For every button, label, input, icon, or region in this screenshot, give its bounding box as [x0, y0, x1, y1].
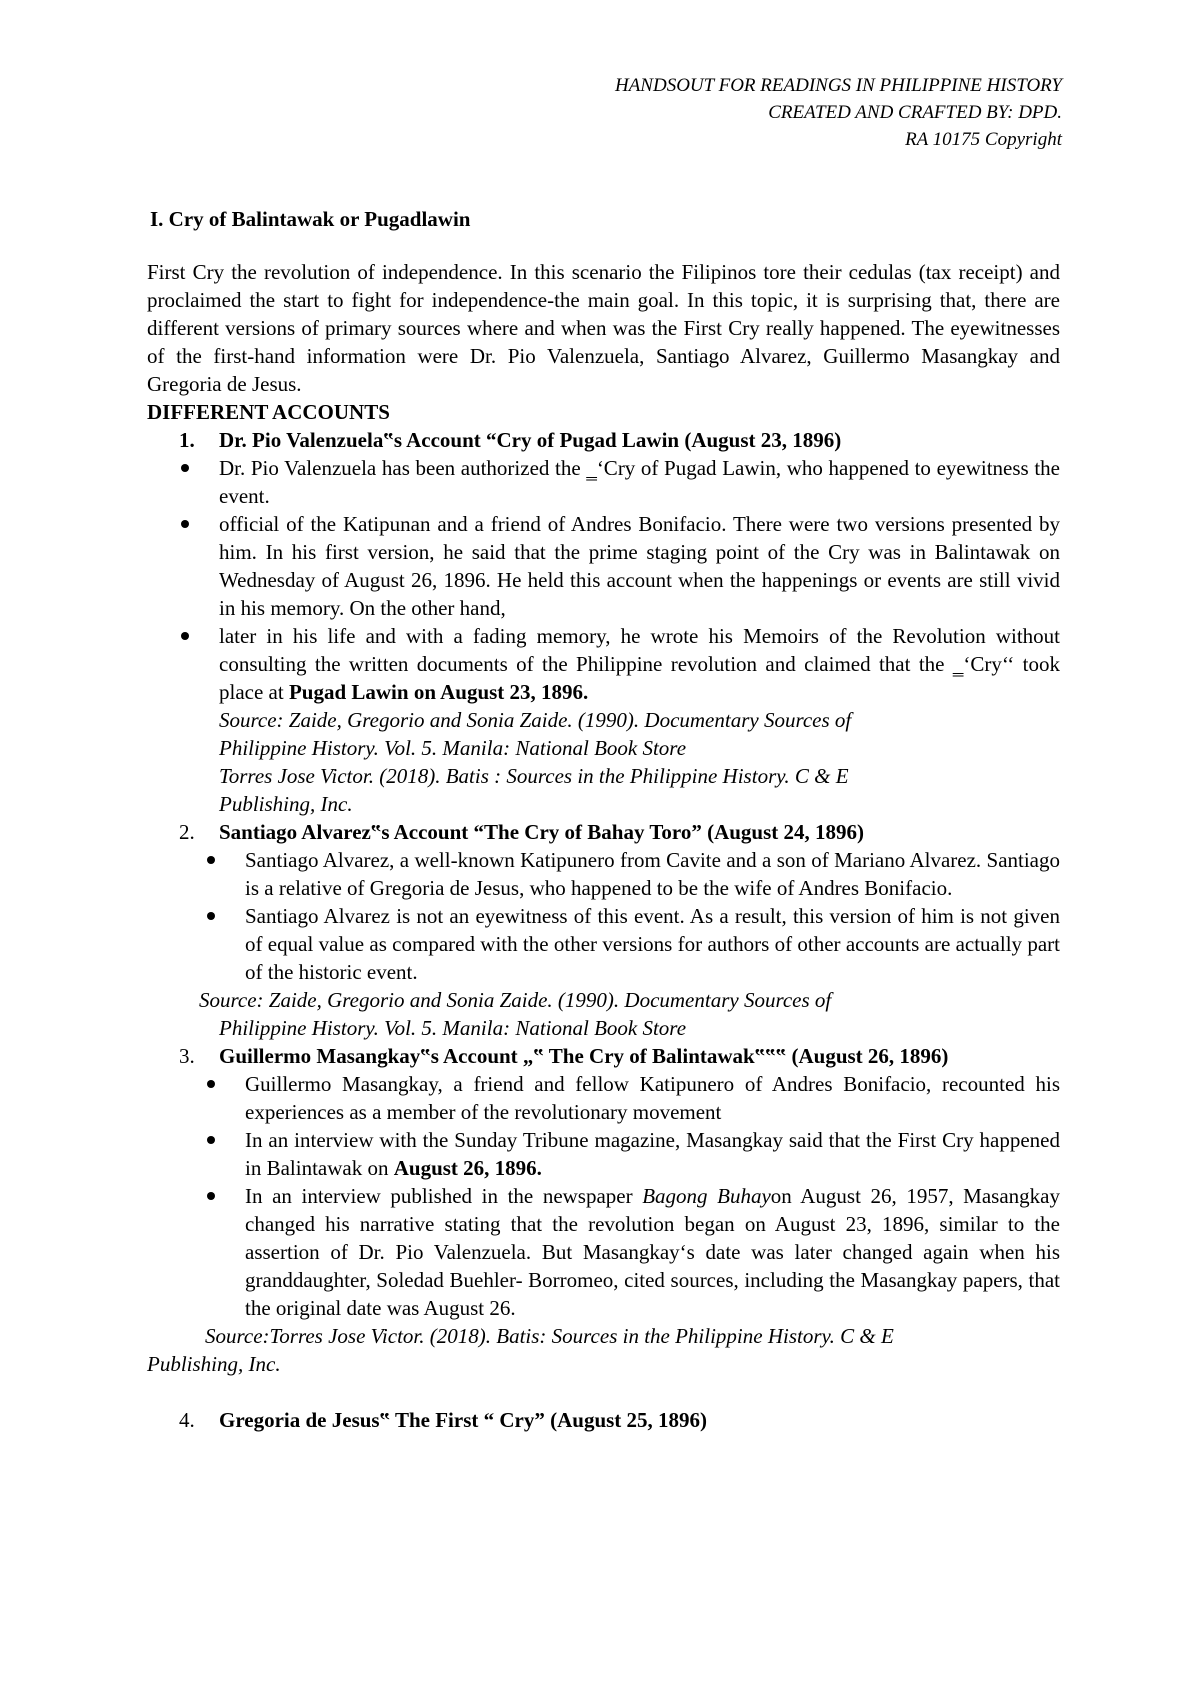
bullet-dot-icon: [207, 1080, 215, 1088]
accounts-heading: DIFFERENT ACCOUNTS: [147, 400, 390, 424]
source-line: Source: Zaide, Gregorio and Sonia Zaide. (1990). Documentary Sources of: [219, 708, 852, 732]
section-title: I. Cry of Balintawak or Pugadlawin: [150, 207, 471, 231]
bullet-text: Guillermo Masangkay, a friend and fellow Katipunero of Andres Bonifacio, recounted his experiences as a member of the revolutionary movement: [245, 1072, 1060, 1124]
source-line: Source:Torres Jose Victor. (2018). Batis: Sources in the Philippine History. C & E: [205, 1324, 894, 1348]
source-citation: [147, 986, 1060, 1042]
account-title: Santiago Alvarez‟s Account “The Cry of Bahay Toro” (August 24, 1896): [219, 820, 865, 844]
source-line: Philippine History. Vol. 5. Manila: National Book Store: [219, 1016, 687, 1040]
bullet-item: [147, 510, 1060, 622]
account-number: 2.: [179, 820, 195, 844]
accounts-list: [147, 426, 1060, 1434]
bullet-dot-icon: [181, 464, 189, 472]
account-item: [147, 818, 1060, 1042]
bullet-text-bold: August 26, 1896.: [393, 1156, 542, 1180]
bullet-item: [147, 1182, 1060, 1322]
bullet-dot-icon: [181, 632, 189, 640]
document-header: [615, 72, 1062, 153]
bullet-item: [147, 1070, 1060, 1126]
bullet-text: Santiago Alvarez is not an eyewitness of this event. As a result, this version of him is not given of equal value as compared with the other versions for authors of other accounts are actually part of the historic event.: [245, 904, 1060, 984]
account-item: [147, 426, 1060, 818]
bullet-text: on August 26, 1957, Masangkay changed his narrative stating that the revolution began on August 23, 1896, similar to the assertion of Dr. Pio Valenzuela. But Masangkay‘s date was later changed again when his granddaughter, Soledad Buehler- Borromeo, cited sources, including the Masangkay papers, that the original date was August 26.: [245, 1184, 1060, 1320]
account-title: Gregoria de Jesus‟ The First “ Cry” (August 25, 1896): [219, 1408, 708, 1432]
account-item: [147, 1406, 1060, 1434]
bullet-dot-icon: [207, 912, 215, 920]
source-line: Source: Zaide, Gregorio and Sonia Zaide. (1990). Documentary Sources of: [199, 988, 832, 1012]
bullet-text-bold: Pugad Lawin on August 23, 1896.: [288, 680, 589, 704]
account-item: [147, 1042, 1060, 1378]
spacer: [147, 1378, 1060, 1406]
newspaper-name: Bagong Buhay: [642, 1184, 771, 1208]
account-bullets: [147, 846, 1060, 986]
header-line-2: CREATED AND CRAFTED BY: DPD.: [768, 102, 1062, 123]
bullet-text: later in his life and with a fading memory, he wrote his Memoirs of the Revolution without consulting the written documents of the Philippine revolution and claimed that the ‗‘Cry‘‘ took place at: [219, 624, 1060, 704]
bullet-dot-icon: [207, 1192, 215, 1200]
bullet-item: [147, 622, 1060, 706]
bullet-text: In an interview published in the newspaper: [245, 1184, 643, 1208]
bullet-text: Dr. Pio Valenzuela has been authorized the ‗‘Cry of Pugad Lawin, who happened to eyewitness the event.: [219, 456, 1060, 508]
source-line: Publishing, Inc.: [147, 1352, 281, 1376]
bullet-text: Santiago Alvarez, a well-known Katipunero from Cavite and a son of Mariano Alvarez. Santiago is a relative of Gregoria de Jesus, who happened to be the wife of Andres Bonifacio.: [245, 848, 1060, 900]
account-number: 3.: [179, 1044, 195, 1068]
account-title: Guillermo Masangkay‟s Account „‟ The Cry of Balintawak‟‟‟ (August 26, 1896): [219, 1044, 949, 1068]
bullet-text: In an interview with the Sunday Tribune magazine, Masangkay said that the First Cry happened in Balintawak on: [245, 1128, 1060, 1180]
intro-paragraph: First Cry the revolution of independence. In this scenario the Filipinos tore their cedulas (tax receipt) and proclaimed the start to fight for independence-the main goal. In this topic, it is surprising that, there are different versions of primary sources where and when was the First Cry really happened. The eyewitnesses of the first-hand information were Dr. Pio Valenzuela, Santiago Alvarez, Guillermo Masangkay and Gregoria de Jesus.: [147, 260, 1060, 396]
account-bullets: [147, 1070, 1060, 1322]
header-line-3: RA 10175 Copyright: [905, 129, 1062, 150]
source-line: Torres Jose Victor. (2018). Batis : Sources in the Philippine History. C & E: [219, 764, 849, 788]
bullet-dot-icon: [207, 1136, 215, 1144]
source-citation: [147, 706, 1060, 818]
bullet-dot-icon: [181, 520, 189, 528]
bullet-item: [147, 902, 1060, 986]
account-title: Dr. Pio Valenzuela‟s Account “Cry of Pugad Lawin (August 23, 1896): [219, 428, 842, 452]
document-body: [147, 258, 1060, 1434]
bullet-item: [147, 454, 1060, 510]
account-number: 1.: [179, 428, 195, 452]
account-bullets: [147, 454, 1060, 706]
bullet-item: [147, 1126, 1060, 1182]
bullet-item: [147, 846, 1060, 902]
bullet-text: official of the Katipunan and a friend of Andres Bonifacio. There were two versions presented by him. In his first version, he said that the prime staging point of the Cry was in Balintawak on Wednesday of August 26, 1896. He held this account when the happenings or events are still vivid in his memory. On the other hand,: [219, 512, 1060, 620]
account-number: 4.: [179, 1408, 195, 1432]
source-citation: [147, 1322, 1060, 1378]
source-line: Philippine History. Vol. 5. Manila: National Book Store: [219, 736, 687, 760]
header-line-1: HANDSOUT FOR READINGS IN PHILIPPINE HISTORY: [614, 75, 1062, 96]
bullet-dot-icon: [207, 856, 215, 864]
source-line: Publishing, Inc.: [219, 792, 353, 816]
